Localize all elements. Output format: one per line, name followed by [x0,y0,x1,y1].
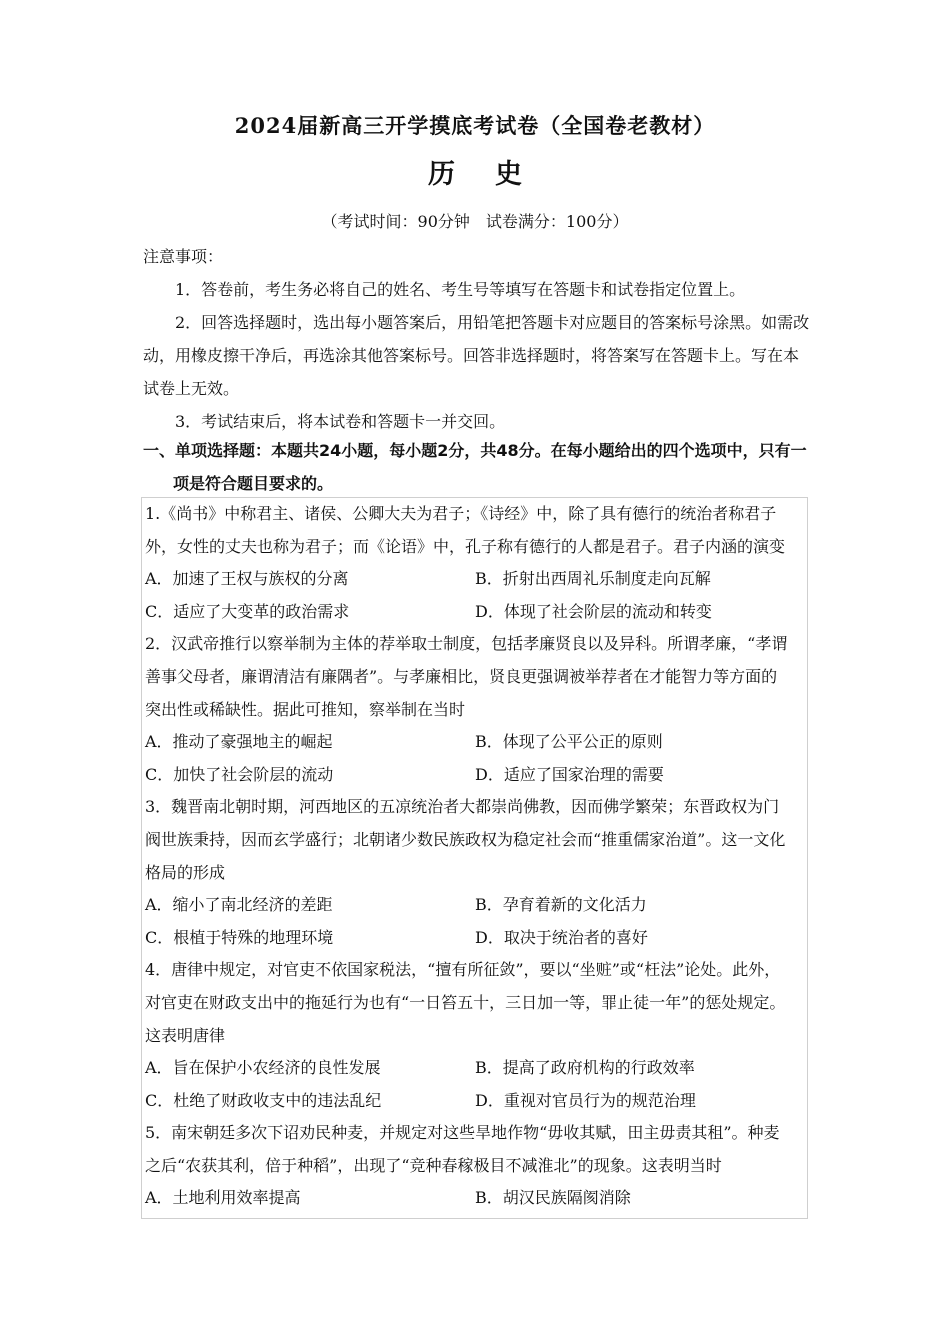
option-b: B．孕育着新的文化活力 [475,895,647,915]
notice-block [143,240,811,438]
option-grid [145,726,807,791]
question-stem: 5．南宋朝廷多次下诏劝民种麦，并规定对这些旱地作物“毋收其赋，田主毋责其租”。种麦 [145,1123,780,1143]
question-stem: 对官吏在财政支出中的拖延行为也有“一日笞五十，三日加一等，罪止徒一年”的惩处规定。 [145,992,786,1012]
notice-item: 1．答卷前，考生务必将自己的姓名、考生号等填写在答题卡和试卷指定位置上。 [175,280,746,299]
question-stem: 善事父母者，廉谓清洁有廉隅者”。与孝廉相比，贤良更强调被举荐者在才能智力等方面的 [145,666,778,686]
option-c: C．适应了大变革的政治需求 [145,601,350,621]
option-b: B．胡汉民族隔阂消除 [475,1188,631,1208]
option-b: B．体现了公平公正的原则 [475,732,663,752]
option-b: B．折射出西周礼乐制度走向瓦解 [475,569,711,589]
option-grid [145,563,807,628]
option-a: A．缩小了南北经济的差距 [145,895,333,915]
option-grid [145,889,807,954]
section-heading: 一、单项选择题：本题共24小题，每小题2分，共48分。在每小题给出的四个选项中，只有一项是符合题目要求的。 [143,441,807,493]
question-stem: 突出性或稀缺性。据此可推知，察举制在当时 [145,699,466,719]
exam-title: 2024届新高三开学摸底考试卷（全国卷老教材） [234,113,716,138]
question-stem: 之后“农获其利，倍于种稻”，出现了“竞种春稼极目不减淮北”的现象。这表明当时 [145,1155,722,1175]
question-stem: 3．魏晋南北朝时期，河西地区的五凉统治者大都崇尚佛教，因而佛学繁荣；东晋政权为门 [145,797,780,817]
notice-item: 3．考试结束后，将本试卷和答题卡一并交回。 [175,412,506,431]
question-stem: 这表明唐律 [145,1025,226,1045]
question-stem: 阀世族秉持，因而玄学盛行；北朝诸少数民族政权为稳定社会而“推重儒家治道”。这一文化 [145,829,786,849]
option-c: C．加快了社会阶层的流动 [145,764,334,784]
option-c: C．根植于特殊的地理环境 [145,927,334,947]
questions-area [141,497,808,1219]
option-b: B．提高了政府机构的行政效率 [475,1058,695,1078]
question-stem: 4．唐律中规定，对官吏不依国家税法，“擅有所征敛”，要以“坐赃”或“枉法”论处。此外， [145,960,781,980]
notice-item: 2．回答选择题时，选出每小题答案后，用铅笔把答题卡对应题目的答案标号涂黑。如需改动，用橡皮擦干净后，再选涂其他答案标号。回答非选择题时，将答案写在答题卡上。写在本试卷上无效。 [143,313,810,398]
notice-heading: 注意事项： [143,247,224,266]
option-a: A．推动了豪强地主的崛起 [145,732,333,752]
option-d: D．重视对官员行为的规范治理 [475,1090,696,1110]
question-stem: 1.《尚书》中称君主、诸侯、公卿大夫为君子；《诗经》中，除了具有德行的统治者称君子 [145,504,777,523]
question-stem: 外，女性的丈夫也称为君子；而《论语》中，孔子称有德行的人都是君子。君子内涵的演变 [145,536,786,556]
option-d: D．适应了国家治理的需要 [475,764,664,784]
option-grid [145,1052,807,1117]
option-c: C．杜绝了财政收支中的违法乱纪 [145,1090,382,1110]
option-a: A．旨在保护小农经济的良性发展 [145,1058,381,1078]
option-d: D．取决于统治者的喜好 [475,927,648,947]
option-a: A．加速了王权与族权的分离 [145,569,349,589]
option-a: A．土地利用效率提高 [145,1188,301,1208]
exam-info: （考试时间：90分钟 试卷满分：100分） [321,212,629,231]
option-d: D．体现了社会阶层的流动和转变 [475,601,712,621]
question-stem: 格局的形成 [145,862,226,882]
subject-title: 历史 [428,159,562,190]
option-grid [145,1182,807,1215]
question-stem: 2．汉武帝推行以察举制为主体的荐举取士制度，包括孝廉贤良以及异科。所谓孝廉，“孝谓 [145,634,788,654]
